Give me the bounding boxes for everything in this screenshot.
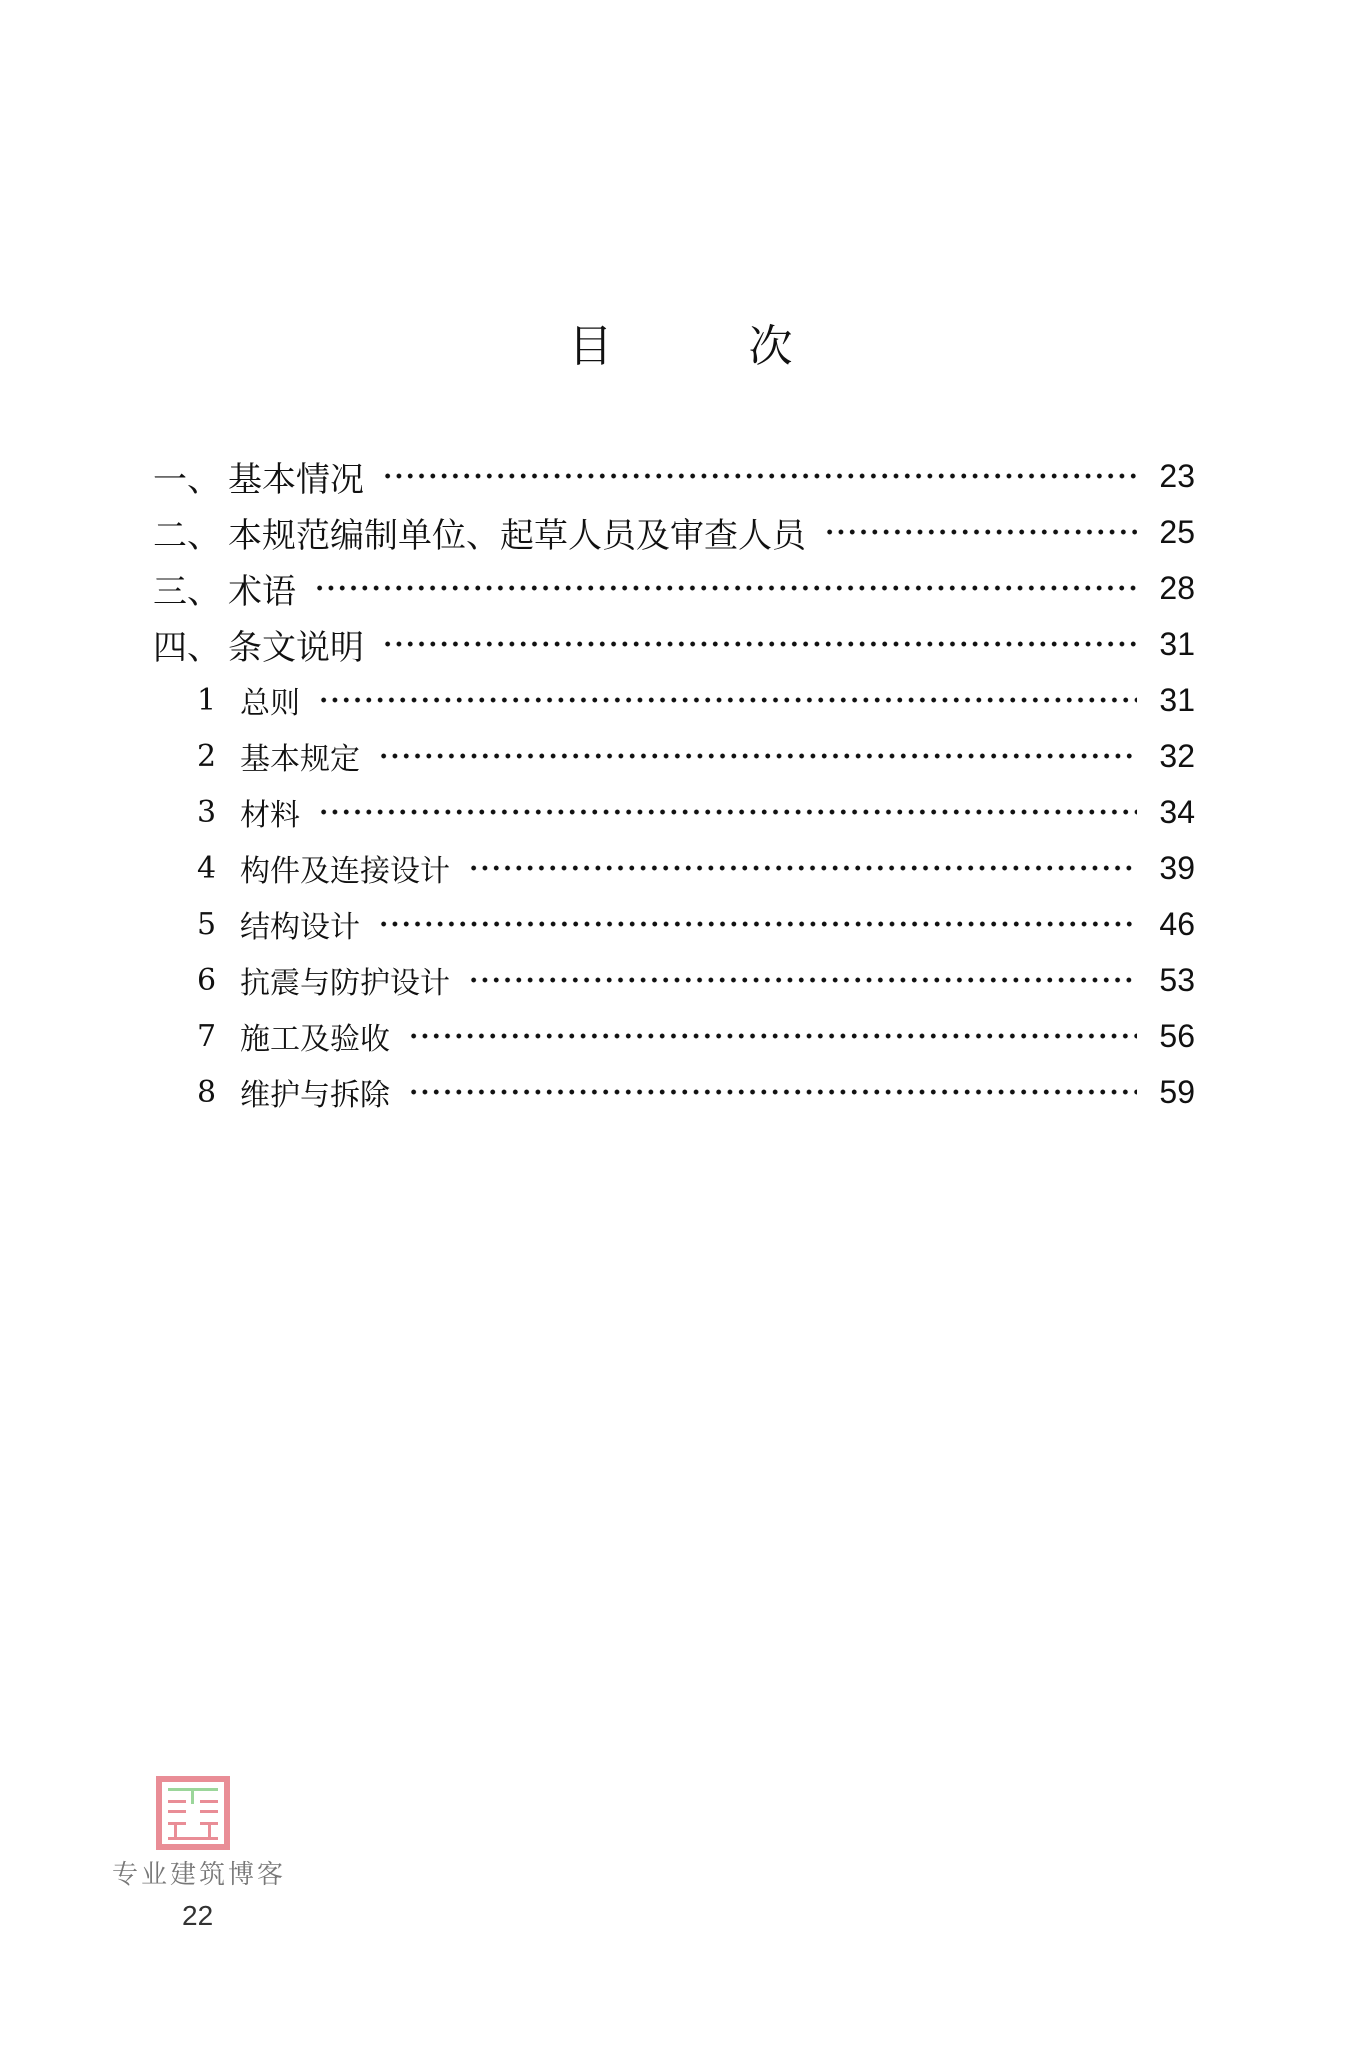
toc-number: 8 xyxy=(197,1074,217,1110)
toc-page: 31 xyxy=(1159,681,1195,718)
toc-page: 34 xyxy=(1159,793,1195,830)
toc-number: 2 xyxy=(197,738,217,774)
dot-leader xyxy=(408,1089,1137,1095)
toc-subentry[interactable] xyxy=(153,1008,1195,1064)
toc-entry[interactable] xyxy=(153,616,1195,672)
dot-leader xyxy=(318,697,1137,703)
toc-label: 施工及验收 xyxy=(240,1022,390,1057)
toc-page: 39 xyxy=(1159,849,1195,886)
toc-label: 本规范编制单位、起草人员及审查人员 xyxy=(228,515,806,556)
dot-leader xyxy=(378,921,1137,927)
dot-leader xyxy=(382,473,1137,479)
toc-number: 4 xyxy=(197,850,217,886)
title-char: 目 xyxy=(568,321,613,372)
toc-entry[interactable] xyxy=(153,448,1195,504)
dot-leader xyxy=(468,865,1137,871)
toc-page: 46 xyxy=(1159,905,1195,942)
toc-label: 基本情况 xyxy=(228,459,364,500)
toc-label: 构件及连接设计 xyxy=(240,854,450,889)
toc-number: 1 xyxy=(197,682,217,718)
toc-label: 总则 xyxy=(240,686,300,721)
toc-subentry[interactable] xyxy=(153,1064,1195,1120)
toc-label: 维护与拆除 xyxy=(240,1078,390,1113)
toc-number: 3 xyxy=(197,794,217,830)
toc-label: 基本规定 xyxy=(240,742,360,777)
toc-label: 材料 xyxy=(240,798,300,833)
dot-leader xyxy=(824,529,1137,535)
toc-subentry[interactable] xyxy=(153,784,1195,840)
toc-number: 四、 xyxy=(153,627,221,668)
table-of-contents xyxy=(153,448,1195,1120)
dot-leader xyxy=(408,1033,1137,1039)
toc-page: 32 xyxy=(1159,737,1195,774)
toc-page: 56 xyxy=(1159,1017,1195,1054)
toc-label: 结构设计 xyxy=(240,910,360,945)
title-char: 次 xyxy=(748,321,793,372)
toc-entry[interactable] xyxy=(153,560,1195,616)
page-title xyxy=(0,310,1361,374)
toc-label: 条文说明 xyxy=(228,627,364,668)
toc-number: 5 xyxy=(197,906,217,942)
toc-number: 二、 xyxy=(153,515,221,556)
toc-subentry[interactable] xyxy=(153,728,1195,784)
toc-number: 7 xyxy=(197,1018,217,1054)
toc-number: 6 xyxy=(197,962,217,998)
dot-leader xyxy=(318,809,1137,815)
dot-leader xyxy=(314,585,1137,591)
toc-subentry[interactable] xyxy=(153,840,1195,896)
toc-page: 31 xyxy=(1159,625,1195,662)
toc-subentry[interactable] xyxy=(153,952,1195,1008)
dot-leader xyxy=(378,753,1137,759)
toc-number: 一、 xyxy=(153,459,221,500)
toc-page: 28 xyxy=(1159,569,1195,606)
toc-label: 抗震与防护设计 xyxy=(240,966,450,1001)
toc-subentry[interactable] xyxy=(153,672,1195,728)
page-number: 22 xyxy=(182,1900,214,1931)
toc-entry[interactable] xyxy=(153,504,1195,560)
toc-page: 23 xyxy=(1159,457,1195,494)
seal-logo xyxy=(156,1776,230,1850)
toc-subentry[interactable] xyxy=(153,896,1195,952)
toc-page: 53 xyxy=(1159,961,1195,998)
watermark-text: 专业建筑博客 xyxy=(112,1860,287,1890)
toc-number: 三、 xyxy=(153,571,221,612)
toc-label: 术语 xyxy=(228,571,296,612)
dot-leader xyxy=(468,977,1137,983)
toc-page: 59 xyxy=(1159,1073,1195,1110)
dot-leader xyxy=(382,641,1137,647)
toc-page: 25 xyxy=(1159,513,1195,550)
